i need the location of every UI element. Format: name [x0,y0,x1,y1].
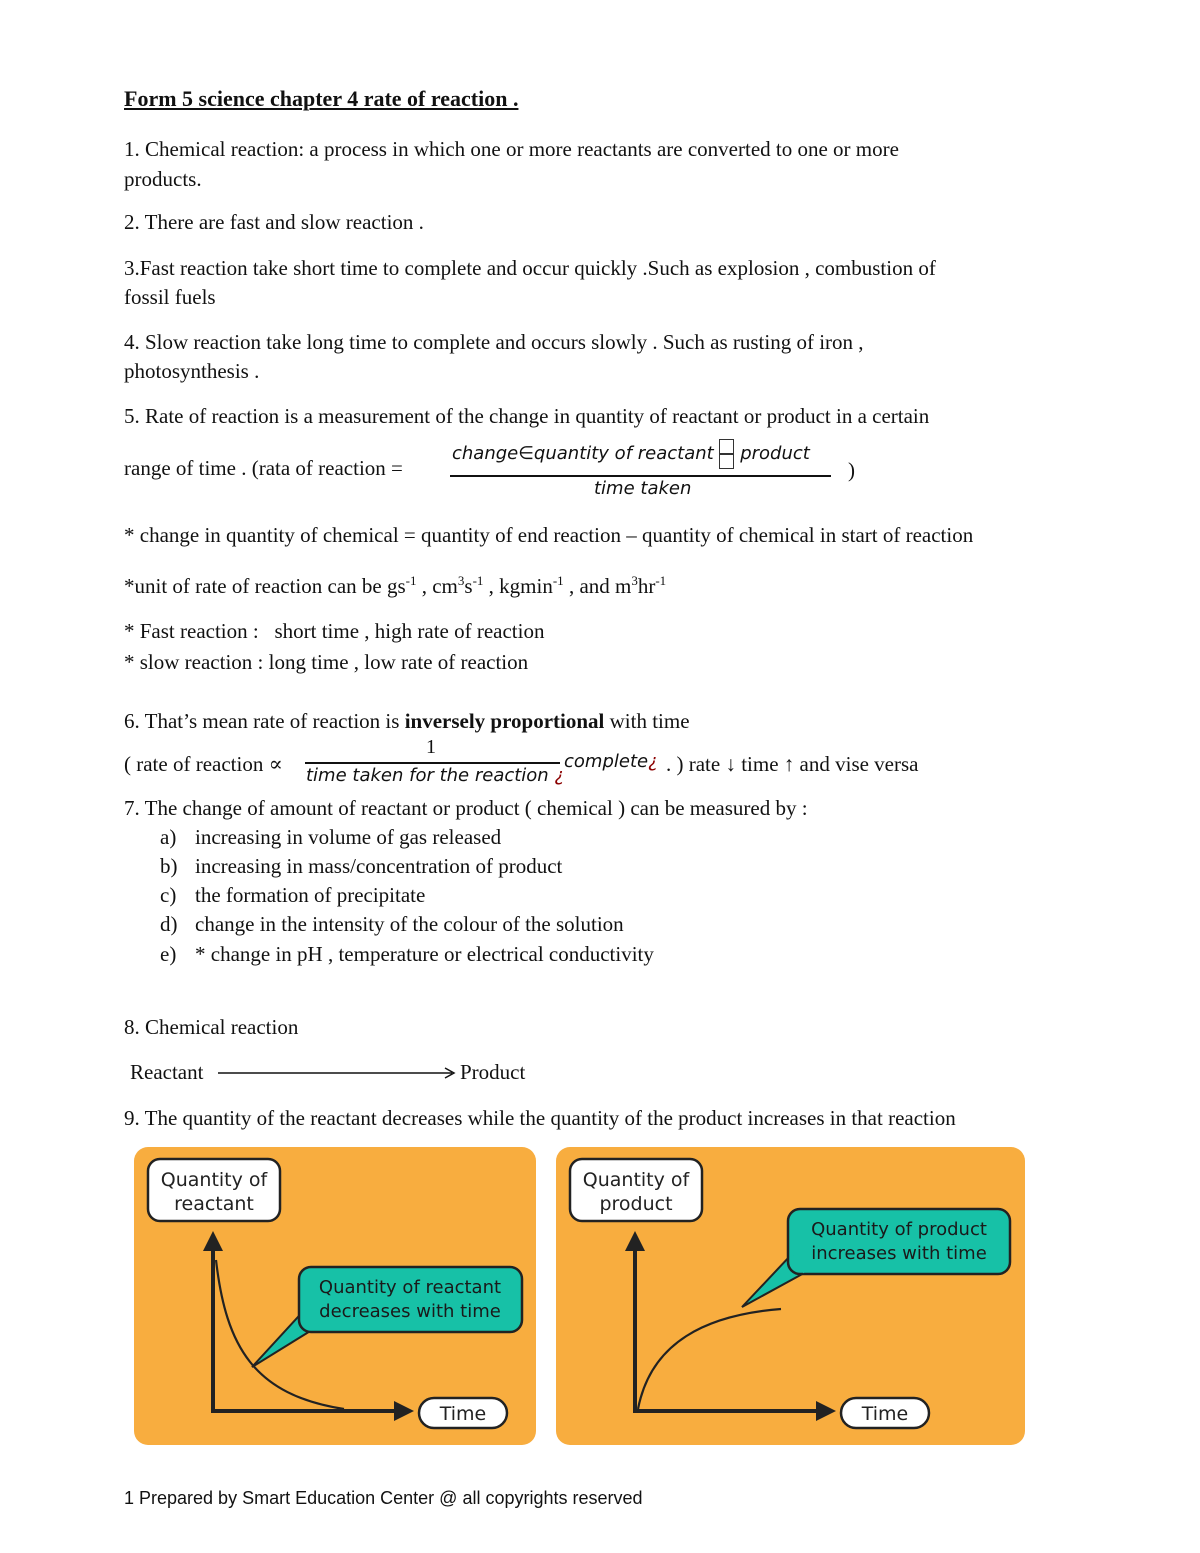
p6-fraction-bar [305,762,560,764]
list-item [160,910,624,939]
box-placeholder-icon [719,439,734,469]
point-6-formula-suffix: . ) rate ↓ time ↑ and vise versa [666,752,919,776]
x-label: Time [861,1403,909,1425]
note-slow-reaction: * slow reaction : long time , low rate of reaction [124,650,529,674]
page-title: Form 5 science chapter 4 rate of reaction . [124,86,519,111]
formula-close-paren: ) [848,458,855,482]
product-graph-panel [556,1147,1025,1445]
callout-line-1: Quantity of product [811,1219,987,1240]
reaction-arrow-icon [216,1064,460,1082]
product-graph [556,1147,1025,1445]
list-marker: d) [160,912,178,936]
point-6-formula-prefix: ( rate of reaction ∝ [124,752,283,776]
unit-text: s [464,574,473,598]
point-5-line-1: 5. Rate of reaction is a measurement of the change in quantity of reactant or product in a certain [124,404,930,428]
p6-complete [564,751,658,772]
p6-text: with time [604,709,690,733]
x-axis-arrow-icon [816,1401,836,1421]
callout-line-1: Quantity of reactant [318,1277,502,1298]
y-label-line-2: reactant [174,1193,254,1215]
list-text: increasing in mass/concentration of product [195,854,563,878]
unit-sup: -1 [552,573,564,588]
page-footer: 1 Prepared by Smart Education Center @ all copyrights reserved [124,1488,643,1508]
unit-sup: -1 [655,573,667,588]
rate-formula-denominator: time taken [594,478,692,499]
point-5-line-2: range of time . (rata of reaction = [124,456,403,480]
list-text: increasing in volume of gas released [195,825,502,849]
unit-sup: -1 [472,573,484,588]
formula-numerator-text-a: change∈quantity of reactant [452,443,714,464]
point-7: 7. The change of amount of reactant or product ( chemical ) can be measured by : [124,796,808,820]
formula-numerator-text-b: product [740,443,810,464]
point-1-line-1: 1. Chemical reaction: a process in which one or more reactants are converted to one or more [124,137,899,161]
callout-line-2: increases with time [811,1243,987,1264]
point-9: 9. The quantity of the reactant decreases while the quantity of the product increases in that reaction [124,1106,956,1130]
note-units [124,566,666,601]
x-label: Time [439,1403,487,1425]
list-item [160,852,562,881]
callout-line-2: decreases with time [319,1301,501,1322]
list-marker: a) [160,825,177,849]
list-item [160,881,425,910]
y-label-line-1: Quantity of [582,1169,690,1191]
product-curve [638,1309,781,1409]
list-text: the formation of precipitate [195,883,426,907]
list-marker: b) [160,854,178,878]
point-8: 8. Chemical reaction [124,1015,299,1039]
x-axis-arrow-icon [394,1401,414,1421]
p6-numerator: 1 [426,736,436,758]
list-text: * change in pH , temperature or electrical conductivity [195,942,654,966]
fraction-bar [450,475,831,477]
reactant-graph-panel [134,1147,536,1445]
note-change-in-quantity: * change in quantity of chemical = quantity of end reaction – quantity of chemical in start of reaction [124,523,974,547]
p6-denominator [306,765,564,786]
p6-text: 6. That’s mean rate of reaction is [124,709,405,733]
point-6-line-1 [124,707,690,736]
y-axis-arrow-icon [625,1231,645,1251]
list-marker: e) [160,942,177,966]
unit-text: *unit of rate of reaction can be gs [124,574,406,598]
list-marker: c) [160,883,177,907]
unit-sup: 3 [457,573,465,588]
unit-text: , cm [416,574,458,598]
reaction-product: Product [460,1060,526,1084]
p6-bold: inversely proportional [404,709,605,733]
list-item [160,823,501,852]
y-label-line-2: product [599,1193,673,1215]
p6-denominator-text: time taken for the reaction [306,765,549,786]
p6-denominator-mark: ¿ [554,765,565,786]
note-fast-reaction: * Fast reaction : short time , high rate of reaction [124,619,545,643]
y-label-line-1: Quantity of [160,1169,268,1191]
point-1-line-2: products. [124,167,202,191]
point-4-line-1: 4. Slow reaction take long time to complete and occurs slowly . Such as rusting of iron , [124,330,864,354]
unit-text: hr [637,574,656,598]
p6-complete-mark: ¿ [648,751,658,772]
point-3-line-2: fossil fuels [124,285,216,309]
unit-sup: 3 [631,573,638,588]
point-4-line-2: photosynthesis . [124,359,260,383]
point-2: 2. There are fast and slow reaction . [124,210,424,234]
y-axis-arrow-icon [203,1231,223,1251]
list-item [160,940,654,969]
unit-text: , and m [563,574,632,598]
list-text: change in the intensity of the colour of the solution [195,912,624,936]
p6-complete-text: complete [564,751,649,772]
unit-sup: -1 [405,573,417,588]
unit-text: , kgmin [483,574,553,598]
reactant-graph [134,1147,536,1445]
point-3-line-1: 3.Fast reaction take short time to complete and occur quickly .Such as explosion , combustion of [124,256,936,280]
reaction-reactant: Reactant [130,1060,204,1084]
rate-formula-numerator [452,439,810,469]
